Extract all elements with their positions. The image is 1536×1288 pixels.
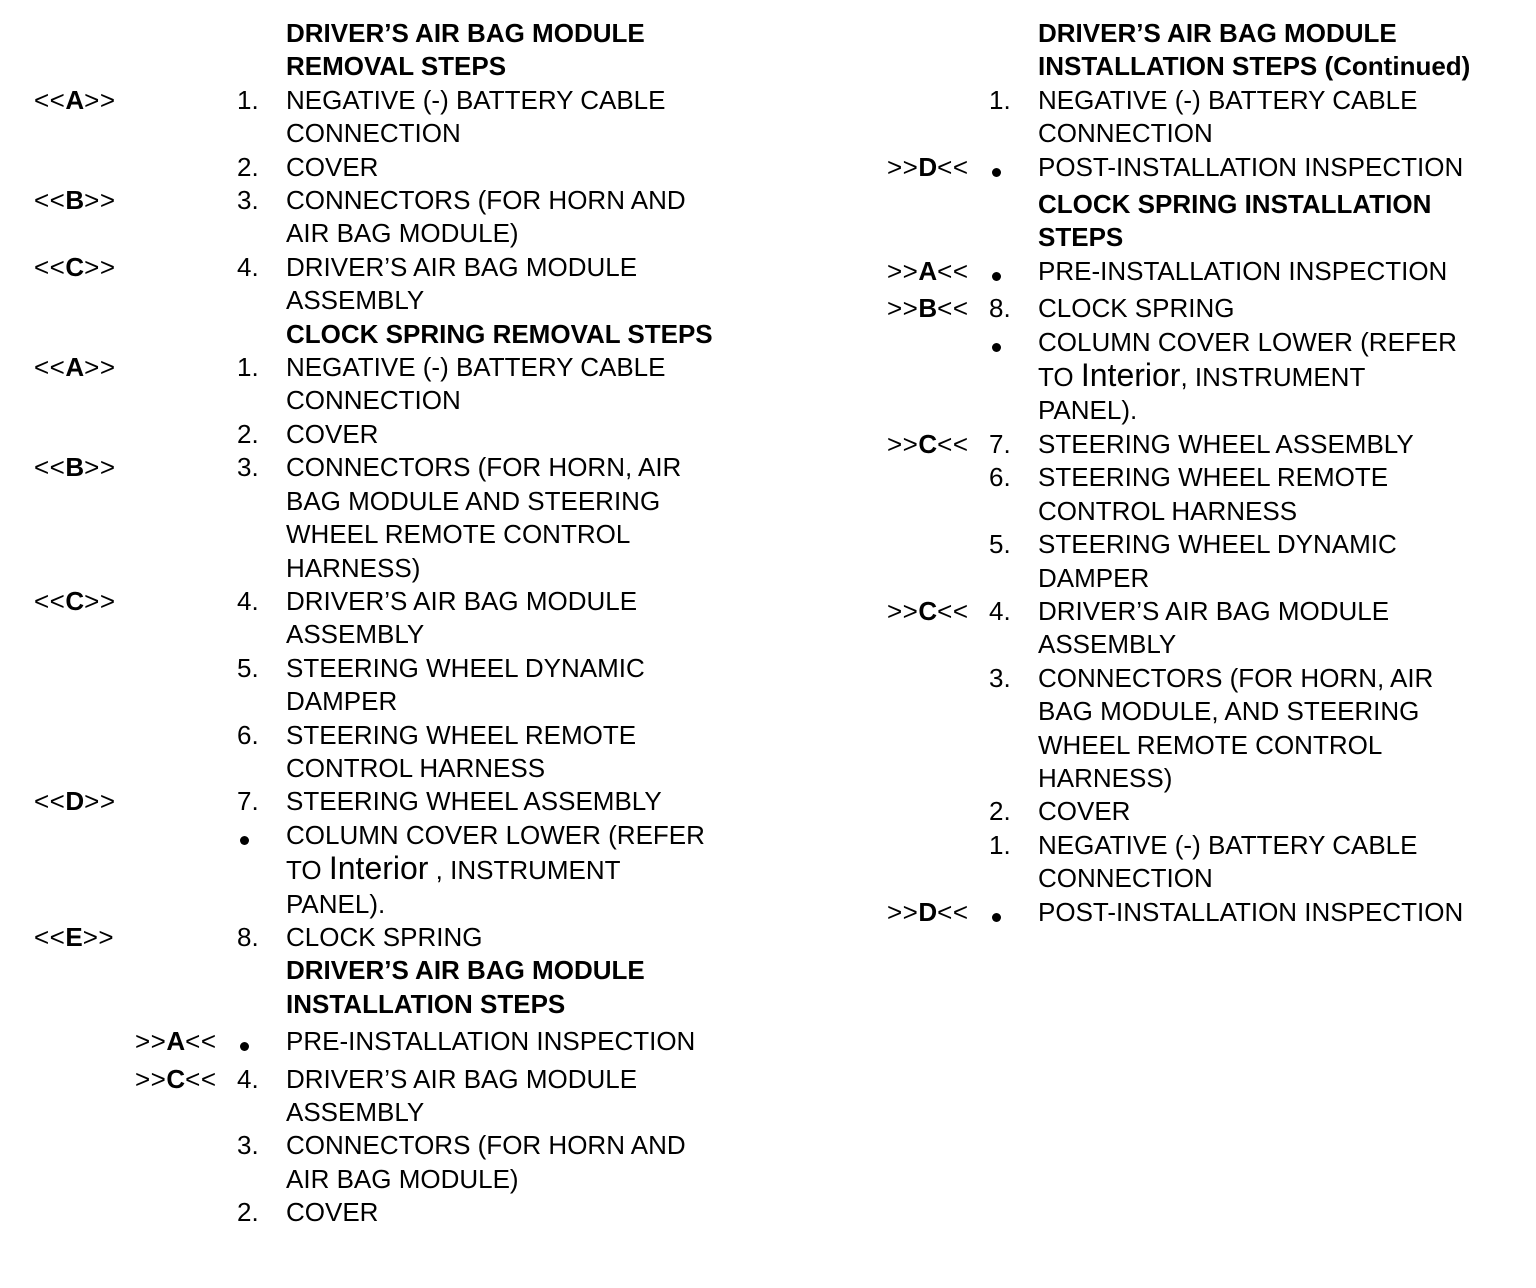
step-item [0, 819, 770, 921]
step-item [0, 585, 770, 652]
step-text-line: CONTROL HARNESS [1038, 495, 1298, 526]
step-number: 7. [989, 428, 1011, 459]
interior-link[interactable]: Interior [1080, 357, 1181, 394]
step-text-line: PRE-INSTALLATION INSPECTION [286, 1026, 696, 1057]
step-text-line: NEGATIVE (-) BATTERY CABLE [1038, 84, 1418, 115]
heading-line: INSTALLATION STEPS [286, 988, 566, 1019]
bullet-icon [992, 913, 1001, 922]
step-text-pre: TO [286, 855, 329, 886]
step-text-line: BAG MODULE, AND STEERING [1038, 696, 1420, 727]
step-text-line: NEGATIVE (-) BATTERY CABLE [1038, 829, 1418, 860]
step-number: 3. [237, 1130, 259, 1161]
step-number: 3. [989, 662, 1011, 693]
removal-heading [0, 17, 770, 84]
right-column [870, 17, 1530, 929]
step-number: 4. [237, 585, 259, 616]
step-text-post: , INSTRUMENT [428, 855, 621, 886]
step-number: 2. [237, 418, 259, 449]
step-item [0, 351, 770, 418]
step-text-line: COVER [286, 418, 379, 449]
removal-ref-label: <<C>> [34, 251, 116, 282]
step-text-line: DRIVER’S AIR BAG MODULE [286, 1063, 638, 1094]
heading-line: DRIVER’S AIR BAG MODULE [1038, 18, 1397, 48]
step-text-line: DRIVER’S AIR BAG MODULE [1038, 595, 1390, 626]
step-text-line: POST-INSTALLATION INSPECTION [1038, 151, 1464, 182]
removal-ref-label: <<B>> [34, 185, 116, 216]
bullet-icon [240, 1042, 249, 1051]
step-item [870, 84, 1530, 151]
step-text-line: CONNECTORS (FOR HORN, AIR [286, 452, 682, 483]
step-text-line: PANEL). [286, 888, 386, 919]
step-text-line: HARNESS) [1038, 762, 1173, 793]
step-text-line: BAG MODULE AND STEERING [286, 485, 661, 516]
step-number: 3. [237, 185, 259, 216]
step-item [870, 428, 1530, 461]
step-item [0, 1196, 770, 1229]
removal-ref-label: <<B>> [34, 452, 116, 483]
step-number: 4. [989, 595, 1011, 626]
step-number: 1. [237, 352, 259, 383]
bullet-icon [992, 343, 1001, 352]
install-ref-label: >>D<< [887, 151, 969, 182]
step-item [870, 151, 1530, 184]
step-item [0, 451, 770, 585]
left-column [0, 17, 770, 1230]
step-number: 1. [989, 829, 1011, 860]
step-item [870, 795, 1530, 828]
step-text-line: AIR BAG MODULE) [286, 218, 519, 249]
step-number: 3. [237, 452, 259, 483]
step-text-line: AIR BAG MODULE) [286, 1163, 519, 1194]
step-text-line: STEERING WHEEL DYNAMIC [286, 652, 645, 683]
step-item [870, 461, 1530, 528]
step-text-line: DAMPER [1038, 562, 1150, 593]
step-text-line: COVER [286, 151, 379, 182]
step-text-line: NEGATIVE (-) BATTERY CABLE [286, 84, 666, 115]
step-text-line: CONNECTION [1038, 118, 1213, 149]
step-text-line: DRIVER’S AIR BAG MODULE [286, 585, 638, 616]
clock-removal-heading [0, 318, 770, 351]
install-continued-heading [870, 17, 1530, 84]
step-text-line: PANEL). [1038, 395, 1138, 426]
step-text-line: CONNECTORS (FOR HORN AND [286, 1130, 686, 1161]
removal-ref-label: <<C>> [34, 585, 116, 616]
step-item [0, 785, 770, 818]
step-text-line: CONNECTORS (FOR HORN AND [286, 185, 686, 216]
step-number: 8. [989, 293, 1011, 324]
install-ref-label: >>D<< [887, 896, 969, 927]
install-ref-label: >>C<< [887, 428, 969, 459]
step-text-line: STEERING WHEEL ASSEMBLY [286, 786, 662, 817]
removal-ref-label: <<A>> [34, 84, 116, 115]
step-item [870, 829, 1530, 896]
step-number: 2. [237, 151, 259, 182]
step-text-line: COLUMN COVER LOWER (REFER [286, 819, 705, 850]
step-item [870, 595, 1530, 662]
step-text-line: HARNESS) [286, 552, 421, 583]
step-item [870, 255, 1530, 288]
step-text-line: STEERING WHEEL REMOTE [1038, 462, 1389, 493]
step-number: 4. [237, 1063, 259, 1094]
step-number: 2. [237, 1197, 259, 1228]
heading-line: REMOVAL STEPS [286, 51, 507, 82]
install-heading [0, 954, 770, 1021]
step-text-line: CONTROL HARNESS [286, 752, 546, 783]
step-item [870, 662, 1530, 796]
step-item [870, 292, 1530, 325]
step-item [0, 921, 770, 954]
bullet-icon [240, 836, 249, 845]
step-text-line: ASSEMBLY [286, 619, 425, 650]
heading-line: DRIVER’S AIR BAG MODULE [286, 955, 645, 986]
heading-line: STEPS [1038, 222, 1124, 253]
step-text-line: STEERING WHEEL ASSEMBLY [1038, 428, 1414, 459]
step-item [0, 84, 770, 151]
step-number: 2. [989, 796, 1011, 827]
bullet-icon [992, 272, 1001, 281]
step-text-line: DRIVER’S AIR BAG MODULE [286, 251, 638, 282]
bullet-icon [992, 168, 1001, 177]
step-text-post: , INSTRUMENT [1180, 362, 1366, 393]
step-number: 1. [237, 84, 259, 115]
step-text-pre: TO [1038, 362, 1081, 393]
step-number: 6. [989, 462, 1011, 493]
heading-line: DRIVER’S AIR BAG MODULE [286, 18, 645, 48]
install-ref-label: >>C<< [135, 1063, 217, 1094]
step-text-line: CONNECTION [286, 118, 461, 149]
step-text-line: COVER [286, 1197, 379, 1228]
step-item [870, 528, 1530, 595]
step-number: 5. [989, 529, 1011, 560]
step-text-line: ASSEMBLY [286, 285, 425, 316]
step-item [870, 896, 1530, 929]
step-text-line: CLOCK SPRING [286, 921, 483, 952]
step-text-line: CONNECTION [1038, 863, 1213, 894]
step-text-line: WHEEL REMOTE CONTROL [286, 519, 631, 550]
step-item [0, 151, 770, 184]
removal-ref-label: <<A>> [34, 352, 116, 383]
install-ref-label: >>B<< [887, 293, 969, 324]
step-item [870, 326, 1530, 428]
step-number: 8. [237, 921, 259, 952]
step-number: 7. [237, 786, 259, 817]
step-text-line: COLUMN COVER LOWER (REFER [1038, 326, 1457, 357]
step-text-line: DAMPER [286, 686, 398, 717]
interior-link[interactable]: Interior [328, 850, 429, 887]
install-ref-label: >>A<< [135, 1026, 217, 1057]
step-text-line: STEERING WHEEL DYNAMIC [1038, 529, 1397, 560]
step-text-line: CONNECTION [286, 385, 461, 416]
heading-line: CLOCK SPRING REMOVAL STEPS [286, 318, 713, 349]
step-text-line: COVER [1038, 796, 1131, 827]
step-text-line: NEGATIVE (-) BATTERY CABLE [286, 352, 666, 383]
step-text-line: POST-INSTALLATION INSPECTION [1038, 896, 1464, 927]
step-item [0, 184, 770, 251]
step-number: 6. [237, 719, 259, 750]
step-item [0, 719, 770, 786]
step-item [0, 251, 770, 318]
step-item [0, 1129, 770, 1196]
heading-line: CLOCK SPRING INSTALLATION [1038, 189, 1432, 220]
clock-install-heading [870, 188, 1530, 255]
step-text-line: WHEEL REMOTE CONTROL [1038, 729, 1383, 760]
step-number: 1. [989, 84, 1011, 115]
install-ref-label: >>C<< [887, 595, 969, 626]
install-ref-label: >>A<< [887, 255, 969, 286]
step-text-line: ASSEMBLY [1038, 629, 1177, 660]
step-item [0, 652, 770, 719]
step-text-line: CONNECTORS (FOR HORN, AIR [1038, 662, 1434, 693]
step-item [0, 1063, 770, 1130]
heading-line: INSTALLATION STEPS (Continued) [1038, 51, 1471, 82]
step-text-line: CLOCK SPRING [1038, 293, 1235, 324]
step-item [0, 418, 770, 451]
step-text-line: ASSEMBLY [286, 1097, 425, 1127]
removal-ref-label: <<D>> [34, 786, 116, 817]
step-text-line: PRE-INSTALLATION INSPECTION [1038, 255, 1448, 286]
step-number: 5. [237, 652, 259, 683]
removal-ref-label: <<E>> [34, 921, 115, 952]
step-text-line: STEERING WHEEL REMOTE [286, 719, 637, 750]
step-item [0, 1025, 770, 1058]
step-number: 4. [237, 251, 259, 282]
